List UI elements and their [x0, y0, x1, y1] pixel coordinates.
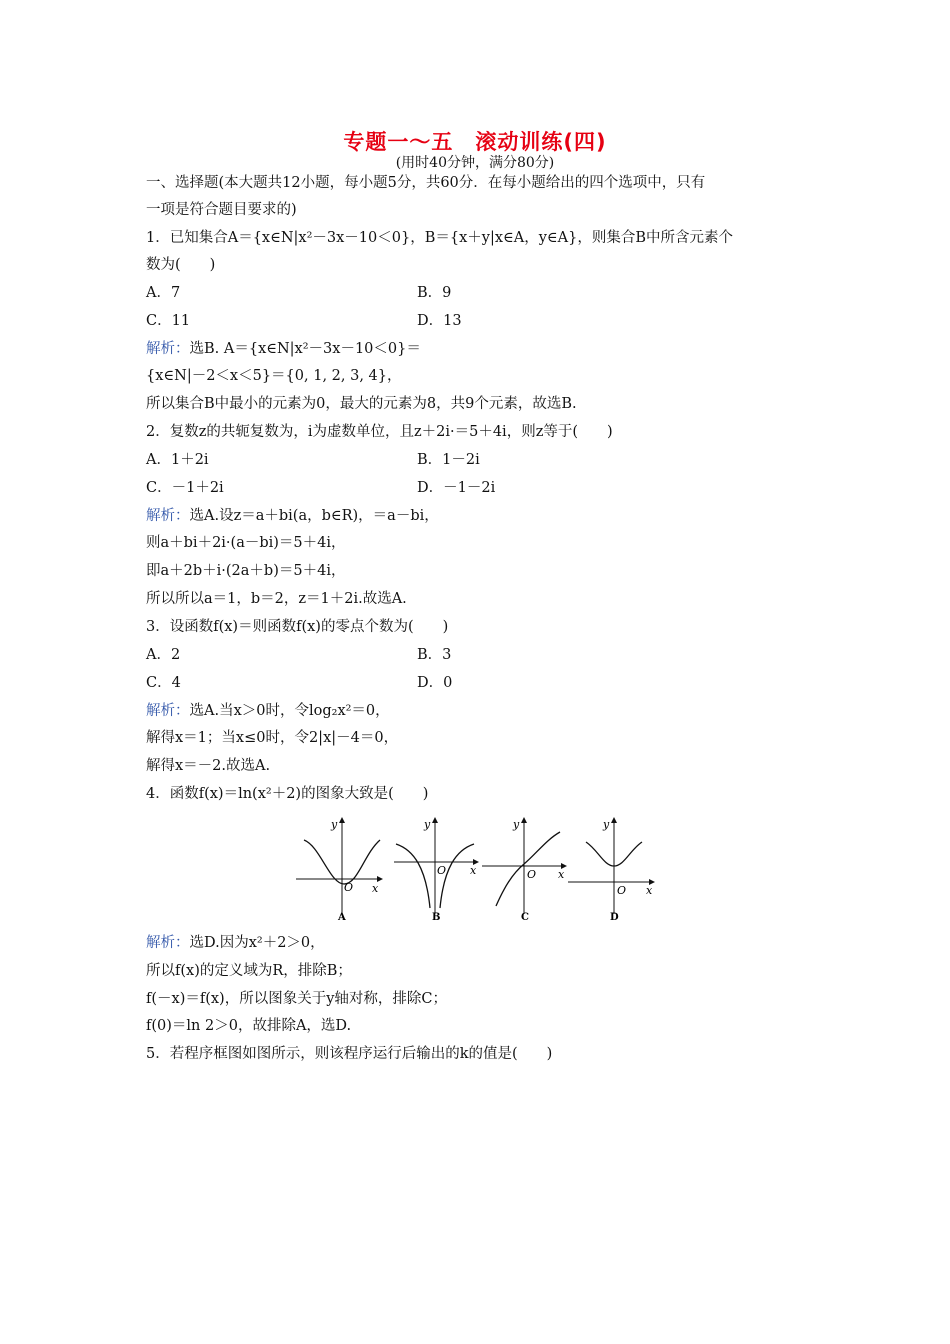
q2-option-c: C．－1＋2i: [146, 480, 224, 496]
graph-a-x-label: x: [372, 882, 379, 895]
q1-option-c: C．11: [146, 313, 191, 329]
q2-solution-line2: 则a＋bi＋2i·(a－bi)＝5＋4i，: [146, 535, 346, 551]
graph-c-label: C: [521, 912, 529, 923]
q2-solution-line4: 所以所以a＝1，b＝2，z＝1＋2i.故选A.: [146, 591, 407, 607]
page-title: 专题一～五 滚动训练(四): [343, 130, 607, 154]
graph-c-y-label: y: [513, 818, 520, 831]
q2-option-d: D．－1－2i: [417, 480, 496, 496]
q3-option-c: C．4: [146, 675, 181, 691]
q1-stem-line1: 1．已知集合A＝{x∈N|x²－3x－10＜0}，B＝{x＋y|x∈A，y∈A}，则集合B中所含元素个: [146, 230, 733, 246]
q1-solution-text1: 选B. A＝{x∈N|x²－3x－10＜0}＝: [189, 341, 421, 357]
q3-solution-line1: [146, 702, 390, 720]
graph-b-x-label: x: [470, 864, 477, 877]
q1-solution-line2: {x∈N|－2＜x＜5}＝{0, 1, 2, 3, 4}，: [146, 368, 402, 384]
q4-solution-line4: f(0)＝ln 2＞0，故排除A，选D.: [146, 1018, 352, 1034]
graph-b-label: B: [432, 912, 441, 923]
graph-b: [394, 818, 478, 923]
graph-b-y-label: y: [424, 818, 431, 831]
q4-solution-line3: f(－x)＝f(x)，所以图象关于y轴对称，排除C；: [146, 991, 448, 1007]
q1-solution-line3: 所以集合B中最小的元素为0，最大的元素为8，共9个元素，故选B.: [146, 396, 577, 412]
q5-stem: 5．若程序框图如图所示，则该程序运行后输出的k的值是( ): [146, 1046, 553, 1062]
q2-solution-text1: 选A.设z＝a＋bi(a，b∈R)，＝a－bi，: [189, 508, 439, 524]
q1-option-b: B．9: [417, 285, 452, 301]
q4-solution-label: 解析：: [146, 935, 190, 951]
section-heading-line2: 一项是符合题目要求的): [146, 202, 297, 218]
q2-option-b: B．1－2i: [417, 452, 480, 468]
q1-solution-line1: [146, 340, 421, 358]
q1-option-a: A．7: [146, 285, 181, 301]
q4-solution-line2: 所以f(x)的定义域为R，排除B；: [146, 963, 352, 979]
page-subtitle: (用时40分钟，满分80分): [395, 155, 555, 171]
graph-d-label: D: [610, 912, 619, 923]
section-heading-line1: 一、选择题(本大题共12小题，每小题5分，共60分．在每小题给出的四个选项中，只有: [146, 175, 706, 191]
q3-solution-line3: 解得x＝－2.故选A.: [146, 758, 271, 774]
q2-stem: 2．复数z的共轭复数为，i为虚数单位，且z＋2i·＝5＋4i，则z等于( ): [146, 424, 613, 440]
graph-c-origin-label: O: [527, 868, 537, 881]
q3-solution-text1: 选A.当x＞0时，令log₂x²＝0，: [189, 703, 390, 719]
q3-option-d: D．0: [417, 675, 453, 691]
q2-solution-label: 解析：: [146, 508, 190, 524]
q1-stem-line2: 数为( ): [146, 257, 216, 273]
q3-option-a: A．2: [146, 647, 181, 663]
q2-option-a: A．1＋2i: [146, 452, 209, 468]
graph-d-y-label: y: [603, 818, 610, 831]
q4-solution-text1: 选D.因为x²＋2＞0，: [189, 935, 325, 951]
graph-a-origin-label: O: [344, 881, 354, 894]
graph-d: [568, 818, 654, 923]
q2-solution-line3: 即a＋2b＋i·(2a＋b)＝5＋4i，: [146, 563, 346, 579]
q1-solution-label: 解析：: [146, 341, 190, 357]
graph-b-origin-label: O: [437, 864, 447, 877]
q3-stem: 3．设函数f(x)＝则函数f(x)的零点个数为( ): [146, 619, 449, 635]
q4-graph-figures: [290, 812, 662, 924]
q4-solution-line1: [146, 934, 325, 952]
graph-c-x-label: x: [558, 868, 565, 881]
q4-stem: 4．函数f(x)＝ln(x²＋2)的图象大致是( ): [146, 786, 429, 802]
graph-c: [482, 818, 566, 923]
q1-option-d: D．13: [417, 313, 462, 329]
graph-a: [296, 818, 382, 923]
q3-option-b: B．3: [417, 647, 452, 663]
graph-a-label: A: [338, 912, 346, 923]
graph-a-y-label: y: [331, 818, 338, 831]
graph-d-origin-label: O: [617, 884, 627, 897]
q3-solution-label: 解析：: [146, 703, 190, 719]
q2-solution-line1: [146, 507, 439, 525]
q3-solution-line2: 解得x＝1；当x≤0时，令2|x|－4＝0，: [146, 730, 399, 746]
graph-d-x-label: x: [646, 884, 653, 897]
